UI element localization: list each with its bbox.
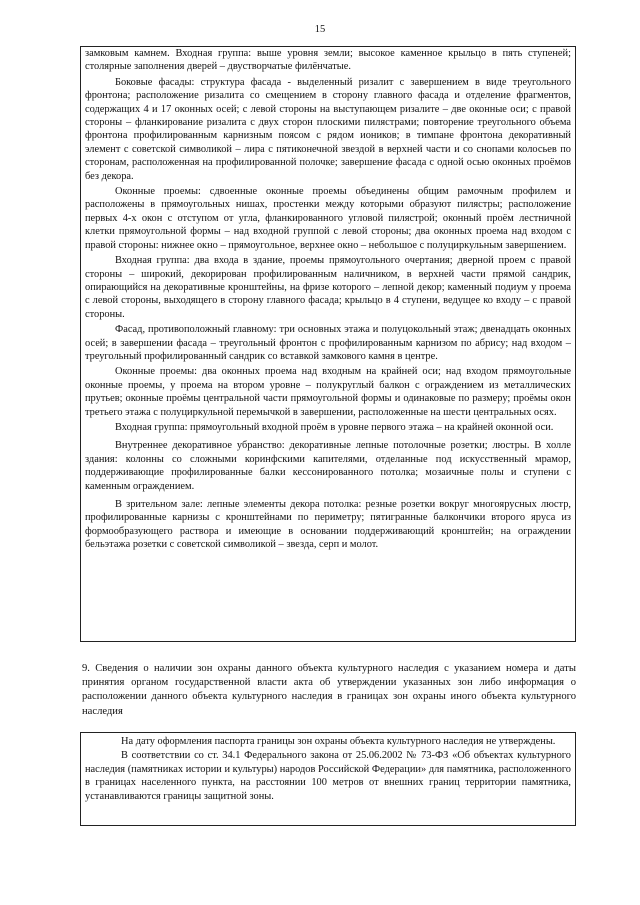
object-description-box (80, 46, 576, 642)
paragraph-entrance-group-rear: Входная группа: прямоугольный входной проём в уровне первого этажа – на крайней оконной оси. (115, 421, 554, 433)
paragraph-zones-not-approved: На дату оформления паспорта границы зон охраны объекта культурного наследия не утверждены. (121, 736, 556, 747)
paragraph-rear-facade: Фасад, противоположный главному: три основных этажа и полуцокольный этаж; двенадцать оконных осей; в завершении фасада – треугольный фронтон с профилированным карнизом по абрису; над входом – треугольный профилированный сандрик со вставкой замкового камня в центре. (85, 324, 571, 362)
protection-zones-box (80, 732, 576, 826)
paragraph-auditorium: В зрительном зале: лепные элементы декора потолка: резные розетки вокруг многоярусных люстр, профилированные карнизы с кронштейнами по периметру; пятигранные балкончики второго яруса из формообразующего раствора и имеющие в основании поддерживающий кронштейн; на ограждении бельэтажа розетки с советской символикой – звезда, серп и молот. (85, 499, 571, 551)
paragraph-protective-zone-law: В соответствии со ст. 34.1 Федерального закона от 25.06.2002 № 73-ФЗ «Об объектах культурного наследия (памятниках истории и культуры) народов Российской Федерации» для памятника, расположенного в границах населенного пункта, на расстоянии 100 метров от внешних границ территории памятника, устанавливаются границы защитной зоны. (85, 750, 571, 802)
paragraph-main-entrance-end: замковым камнем. Входная группа: выше уровня земли; высокое каменное крыльцо в пять ступеней; столярные заполнения дверей – двустворчатые филёнчатые. (85, 48, 571, 73)
paragraph-entrance-group-side: Входная группа: два входа в здание, проемы прямоугольного очертания; дверной проем с правой стороны – широкий, декорирован профилированным наличником, в верхней части прямой сандрик, опирающийся на декоративные кронштейны, на фризе которого – лепной декор; каменный подиум у проема с левой стороны, выходящего в сторону главного фасада; крыльцо в 4 ступени, ведущее ко входу – с правой стороны. (85, 255, 571, 320)
section-9-heading: 9. Сведения о наличии зон охраны данного объекта культурного наследия с указанием номера и даты принятия органом государственной власти акта об утверждении указанных зон либо информация о расположении данного объекта культурного наследия в границах зон охраны иного объекта культурного наследия (82, 663, 576, 717)
paragraph-interior-decor: Внутреннее декоративное убранство: декоративные лепные потолочные розетки; люстры. В холле здания: колонны со сложными коринфскими капителями, отделанные под искусственный мрамор, поддерживающие профилированные балки кессонированного потолка; мозаичные полы и ступени с каменным ограждением. (85, 440, 571, 492)
paragraph-side-facades: Боковые фасады: структура фасада - выделенный ризалит с завершением в виде треугольного фронтона; расположение ризалита со смещением в сторону главного фасада и отделение фрагментов, содержащих 4 и 17 оконных осей; с левой стороны на выступающем ризалите – две оконные оси; с правой стороны – фланкирование ризалита с двух сторон плоскими пилястрами; повторение треугольного объема фронтона профилированным карнизным поясом с рядом иоников; в тимпане фронтона декоративный элемент с советской символикой – лира с пятиконечной звездой в верхней части и со снопами колосьев по сторонам, расположенная на профилированной полочке; завершение фасада с одной осью оконных проёмов без декора. (85, 76, 571, 182)
paragraph-window-openings-rear: Оконные проемы: два оконных проема над входным на крайней оси; над входом прямоугольные оконные проемы, у проема на втором уровне – полукруглый балкон с ограждением из металлических прутьев; оконные проёмы центральной части прямоугольной формы и одинаковые по размеру; проёмы окон третьего этажа с полуциркульной перемычкой в завершении, расположенные на шести центральных осях. (85, 366, 571, 418)
paragraph-window-openings-side: Оконные проемы: сдвоенные оконные проемы объединены общим рамочным профилем и расположены в прямоугольных нишах, простенки между которыми образуют пилястры; расположение первых 4-х окон с отступом от угла, фланкированного угловой пилястрой; оконный проём лестничной клетки прямоугольной формы – над входной группой с левой стороны; два оконных проема над входом с правой стороны: нижнее окно – прямоугольное, верхнее окно – небольшое с полуциркульным завершением. (85, 186, 571, 251)
page-number: 15 (314, 24, 326, 35)
